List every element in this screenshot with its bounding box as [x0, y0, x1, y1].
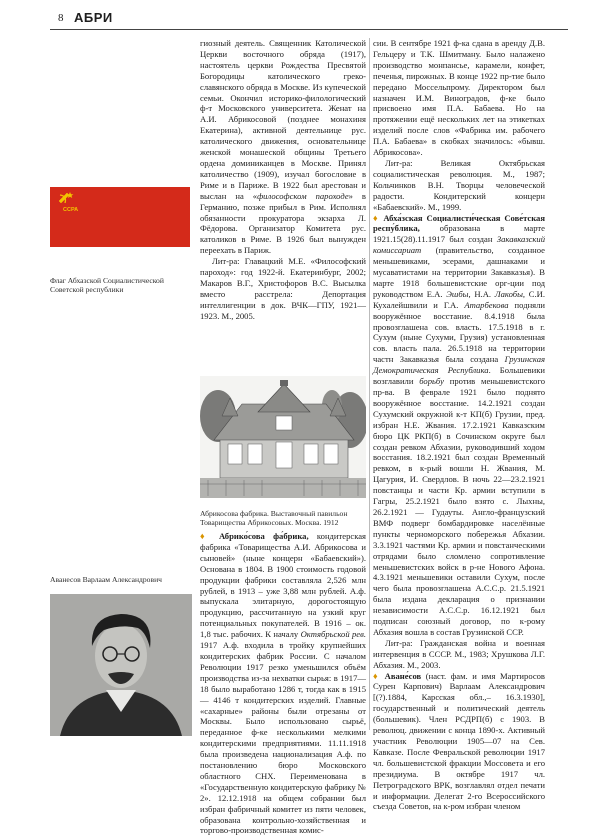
middle-column	[200, 38, 366, 322]
portrait-illustration	[50, 594, 192, 736]
abkhaz-ssr-flag	[50, 187, 190, 247]
factory-pavilion-photo	[200, 376, 366, 498]
continued-entry-right: сии. В сентябре 1921 ф-ка сдана в аренду Д.В. Гельцеру и Т.К. Шмитману. Было налажено производство монпансье, карамели, конфет, печенья, пирожных. В конце 1922 пр-тие было передано Моссельпрому. Директором был назначен И.М. Виноградов, ф-ке было присвоено имя П.А. Бабаева. Но на протяжении ещё нескольких лет на этикетках изделий после слов «Фабрика им. рабочего П.А. Бабаева» в скобках значилось: «бывш. Абрикосова».	[373, 38, 545, 158]
entry-marker-icon: ♦	[373, 212, 380, 223]
flag-letters: ССРА	[63, 207, 79, 213]
header-rule	[50, 29, 568, 30]
pavilion-illustration	[200, 376, 366, 498]
column-divider	[369, 38, 370, 730]
entry-abrikosova-fabrika: ♦ Абрико́сова фа́брика, кондитерская фабрика «Товарищества А.И. Абрикосова и сыновей» (ныне концерн «Бабаевский»). Основана в 1804. В 1900 стоимость годовой продукции фабрики составляла 2,526 млн рублей, в 1913 – уже 3,88 млн рублей. А.ф. выпускала элитарную, дорогостоящую продукцию, рассчитанную на узкий круг потенциальных покупателей. В 1916 – ок. 1,8 тыс. рабочих. К началу Октябрьской рев. 1917 А.ф. входила в тройку крупнейших кондитерских фабрик России. С началом Революции 1917 резко уменьшился объём производства из-за нехватки сырья: в 1917—18 было выработано 1286 т, тогда как в 1915 — 4146 т кондитерских изделий. Главные «сахарные» районы были отрезаны от Москвы. Было использовано сырьё, переданное ф-ке несколькими мелкими кондитерскими предприятиями. 11.11.1918 была произведена национализация А.ф. по постановлению бюро Московского областного СНХ. Переименована в «Государственную кондитерскую фабрику № 2». 12.12.1918 на общем собрании был избран фабричный комитет из пяти человек, образована контрольно-хозяйственная и торгово-производственная комис-	[200, 531, 367, 836]
page-header	[50, 9, 568, 29]
entry-marker-icon: ♦	[200, 531, 211, 541]
avanesov-portrait	[50, 594, 192, 736]
entry-marker-icon: ♦	[373, 670, 381, 681]
factory-caption: Абрикосова фабрика. Выставочный павильон Товарищества Абрикосовых. Москва. 1912	[200, 509, 348, 528]
literature-note-right-2: Лит-ра: Гражданская война и военная интервенция в СССР. М., 1983; Хрушкова Л.Г. Абхазия. М., 2003.	[373, 637, 545, 670]
entry-abkhaz-ssr: ♦ Абха́зская Социалисти́ческая Сове́тская респу́блика, образована в марте 1921.15(28).11.1917 был создан Закавказский комиссариат (правительство, созданное меньшевиками, эсерами, дашнаками и мусаватистами на территории Закавказья). В марте 1918 большевистские орг-ции под руководством Е.А. Эшбы, Н.А. Лакобы, С.И. Кухалейшвили и Г.А. Атарбекова подняли вооружённое восстание. 8.4.1918 была провозглашена сов. власть. 17.5.1918 в г. Сухум (ныне Сухуми, Грузия) установленная сов. власть пала. 26.5.1918 на территории частн Закавказья была создана Грузинская Демократическая Республика. Большевики возглавили борьбу против меньшевистского пр-ва. В феврале 1921 было поднято вооружённое восстание. 14.2.1921 создан Сухумский окружной к-т КП(б) Грузии, пред. избран Н.Е. Жвания. 17.2.1921 Кавказским бюро ЦК РКП(б) в Сочинском округе был создан ревком Абхазии, руководивший ходом восстания. 18.2.1921 был создан Временный ревком, в к-рый вошли Н. Жвания, М. Цагурия, И. Свердлов. В ночь 22—23.2.1921 повстанцы и части Кр. армии вступили в Гагры, 25.2.1921 было взято с. Лыхны, 26.2.1921 — Гудауты. Англо-французский ВМФ подверг бомбардировке населённые пункты черноморского побережья Абхазии. 3.3.1921 частями Кр. армии и повстанческими отрядами было сломлено сопротивление меньшевистских войск в р-не Нового Афона. 4.3.1921 меньшевики оставили Сухум, после чего была провозглашена А.С.С.р. 21.5.1921 была издана декларация о признании независимости А.С.С.р. 16.12.1921 был подписан союзный договор, по к-рому Абхазия вошла в состав Грузинской ССР.	[373, 212, 546, 637]
literature-note-right: Лит-ра: Великая Октябрьская социалистическая революция. М., 1987; Кольчинков В.Н. Творцы человеческой радости. Кондитерский концерн «Бабаевский». М., 1999.	[373, 157, 545, 212]
right-column	[373, 38, 545, 812]
literature-note: Лит-ра: Главацкий М.Е. «Философский пароход»: год 1922-й. Екатеринбург, 2002; Макаров В.Г., Христофоров В.С. Высылка вместо расстрела: Депортация интеллигенции в док. ВЧК—ГПУ, 1921—1923. М., 2005.	[200, 256, 366, 321]
middle-column-lower	[200, 531, 366, 836]
portrait-caption: Аванесов Варлаам Александрович	[50, 575, 162, 584]
flag-emblem-icon	[50, 187, 190, 247]
page-number: 8	[58, 12, 64, 24]
flag-caption: Флаг Абхазской Социалистической Советской республики	[50, 276, 164, 295]
entry-avanesov: ♦ Аване́сов (наст. фам. и имя Мартиросов Сурен Карпович) Варлаам Александрович [(?).1884, Карсская обл.,– 16.3.1930], государственный и политический деятель (большевик). Член РСДРП(б) с 1903. В революц. движении с конца 1890-х. Активный участник Революции 1905—07 на Сев. Кавказе. После Февральской революции 1917 чл. большевистской фракции Моссовета и его президиума. В октябре 1917 чл. Петроградского ВРК, возглавлял отдел печати и информации. Делегат 2-го Всероссийского съезда Советов, на к-ром избран членом	[373, 670, 545, 812]
continued-entry: гиозный деятель. Священник Католической Церкви восточного обряда (1917), настоятель церкви Рождества Пресвятой Богородицы католического греко-славянского обряда в Москве. Из купеческой семьи. Окончил историко-филологический ф-т Московского университета. Женат на А.И. Абрикосовой (позднее монахиня Екатерина), активной деятельнице рус. католического движения, основательнице женской монашеской общины Третьего ордена доминиканцев в Москве. Принял католичество (1909), изучал богословие в Риме и в Париже. В 1922 был арестован и выслан на «философском пароходе» в Германию, позже прибыл в Рим. Исполнял обязанности прокуратора экзарха Л. Фёдорова. Организатор Комитета рус. католиков в Риме. В 1926 был вынужден переехать в Париж.	[200, 38, 366, 256]
running-title: АБРИ	[74, 10, 113, 25]
